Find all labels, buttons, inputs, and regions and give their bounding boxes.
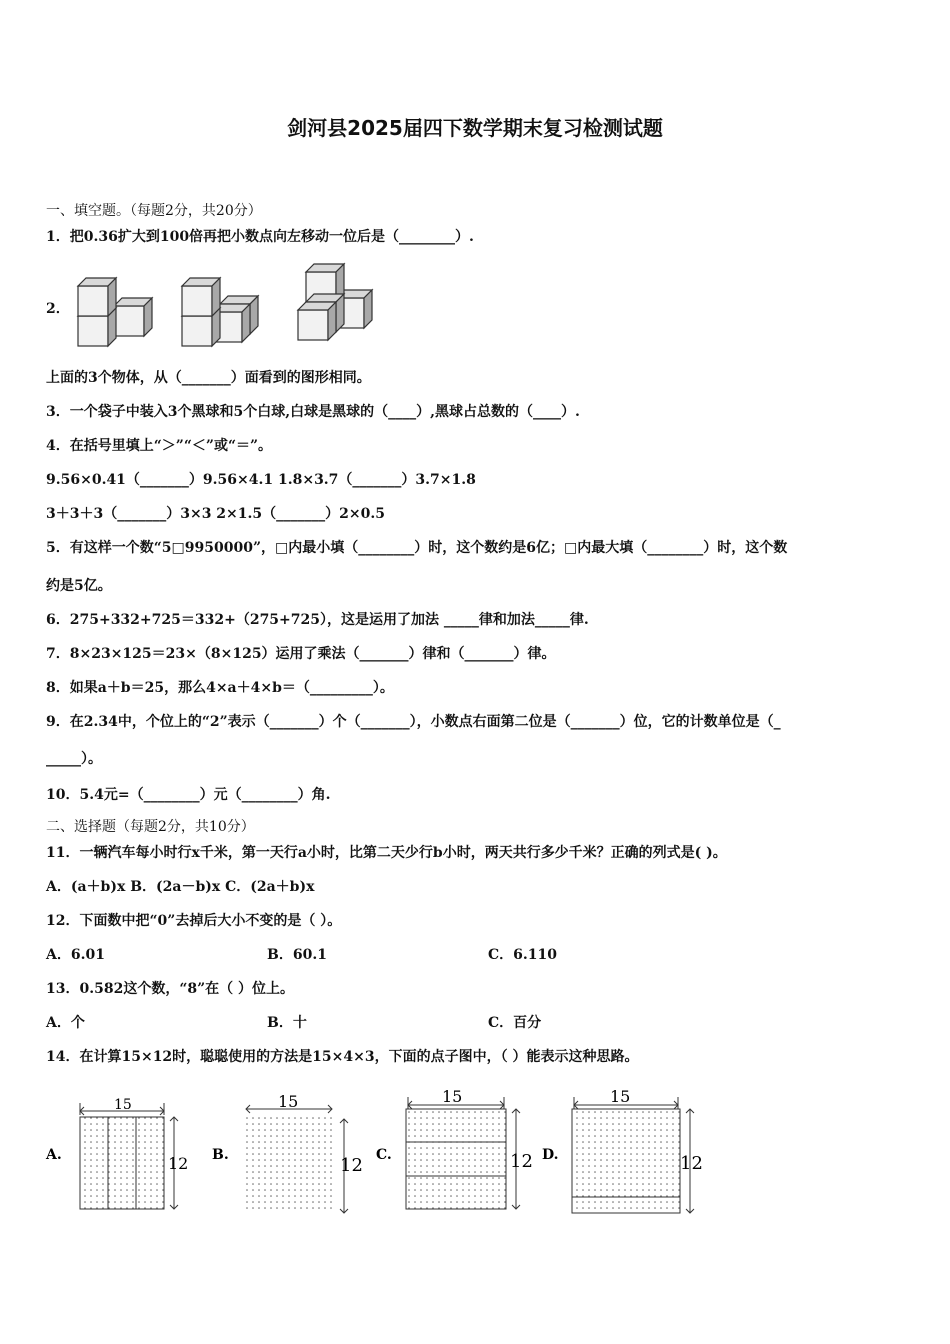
- question-9-line-1: 9．在2.34中，个位上的“2”表示（_______）个（_______），小数点右面第二位是（_______）位，它的计数单位是（_: [46, 714, 781, 730]
- figure-b: [212, 1092, 363, 1213]
- cube-figure-1: [78, 278, 152, 346]
- question-12: 12．下面数中把“0”去掉后大小不变的是（ ）。: [46, 913, 342, 929]
- question-7: 7．8×23×125＝23×（8×125）运用了乘法（_______）律和（_______）律。: [46, 646, 556, 662]
- question-3: 3．一个袋子中装入3个黑球和5个白球,白球是黑球的（____）,黑球占总数的（____）.: [46, 404, 580, 420]
- question-14: 14．在计算15×12时，聪聪使用的方法是15×4×3，下面的点子图中，（ ）能表示这种思路。: [46, 1049, 639, 1065]
- question-11-options: A．(a＋b)x B．(2a－b)x C．(2a＋b)x: [46, 879, 315, 895]
- page-title: 剑河县2025届四下数学期末复习检测试题: [287, 116, 663, 140]
- question-1: 1．把0.36扩大到100倍再把小数点向左移动一位后是（________）.: [46, 229, 474, 245]
- question-12-option-c: C．6.110: [488, 947, 557, 963]
- cube-figures: [70, 258, 390, 348]
- figure-a-top-label: 15: [114, 1097, 132, 1113]
- cube-figure-3: [298, 264, 372, 340]
- question-12-option-a: A．6.01: [46, 947, 105, 963]
- question-4: 4．在括号里填上“＞”“＜”或“＝”。: [46, 438, 273, 454]
- question-13-option-c: C．百分: [488, 1015, 542, 1031]
- cube-figure-2: [182, 278, 258, 346]
- question-12-option-b: B．60.1: [267, 947, 327, 963]
- section-1-header: 一、填空题。（每题2分，共20分）: [46, 203, 262, 219]
- question-13-option-b: B．十: [267, 1015, 307, 1031]
- figure-d: [542, 1087, 703, 1213]
- figure-a-letter: A.: [46, 1147, 62, 1163]
- question-2-number: 2．: [46, 301, 70, 317]
- question-8: 8．如果a＋b＝25，那么4×a＋4×b＝（_________）。: [46, 680, 394, 696]
- figure-d-letter: D.: [542, 1147, 559, 1163]
- question-5-line-1: 5．有这样一个数“5□9950000”，□内最小填（________）时，这个数约是6亿；□内最大填（________）时，这个数: [46, 540, 788, 556]
- question-13: 13．0.582这个数，“8”在（ ）位上。: [46, 981, 295, 997]
- figure-d-side-label: 12: [680, 1153, 703, 1174]
- figure-c-side-label: 12: [510, 1151, 533, 1172]
- figure-a: [45, 1097, 188, 1209]
- question-2-text: 上面的3个物体，从（_______）面看到的图形相同。: [46, 370, 371, 386]
- section-2-header: 二、选择题（每题2分，共10分）: [46, 819, 255, 835]
- figure-b-side-label: 12: [340, 1155, 363, 1176]
- figure-c: [376, 1087, 533, 1209]
- question-9-line-2: _____）。: [46, 751, 102, 767]
- question-10: 10．5.4元=（________）元（________）角.: [46, 787, 331, 803]
- figure-c-top-label: 15: [442, 1087, 463, 1106]
- figure-d-top-label: 15: [610, 1087, 631, 1106]
- figure-b-letter: B.: [212, 1147, 229, 1163]
- question-6: 6．275+332+725＝332+（275+725），这是运用了加法 _____律和加法_____律.: [46, 612, 589, 628]
- figure-b-top-label: 15: [278, 1092, 299, 1111]
- dot-grid-figures: [40, 1085, 720, 1225]
- figure-a-side-label: 12: [168, 1154, 189, 1173]
- question-5-line-2: 约是5亿。: [46, 578, 112, 594]
- question-4-row-2: 3＋3＋3（_______）3×3 2×1.5（_______）2×0.5: [46, 506, 385, 522]
- question-13-option-a: A．个: [46, 1015, 85, 1031]
- question-11: 11．一辆汽车每小时行x千米，第一天行a小时，比第二天少行b小时，两天共行多少千米？正确的列式是( )。: [46, 845, 727, 861]
- question-4-row-1: 9.56×0.41（_______）9.56×4.1 1.8×3.7（_______）3.7×1.8: [46, 472, 476, 488]
- figure-c-letter: C.: [376, 1147, 392, 1163]
